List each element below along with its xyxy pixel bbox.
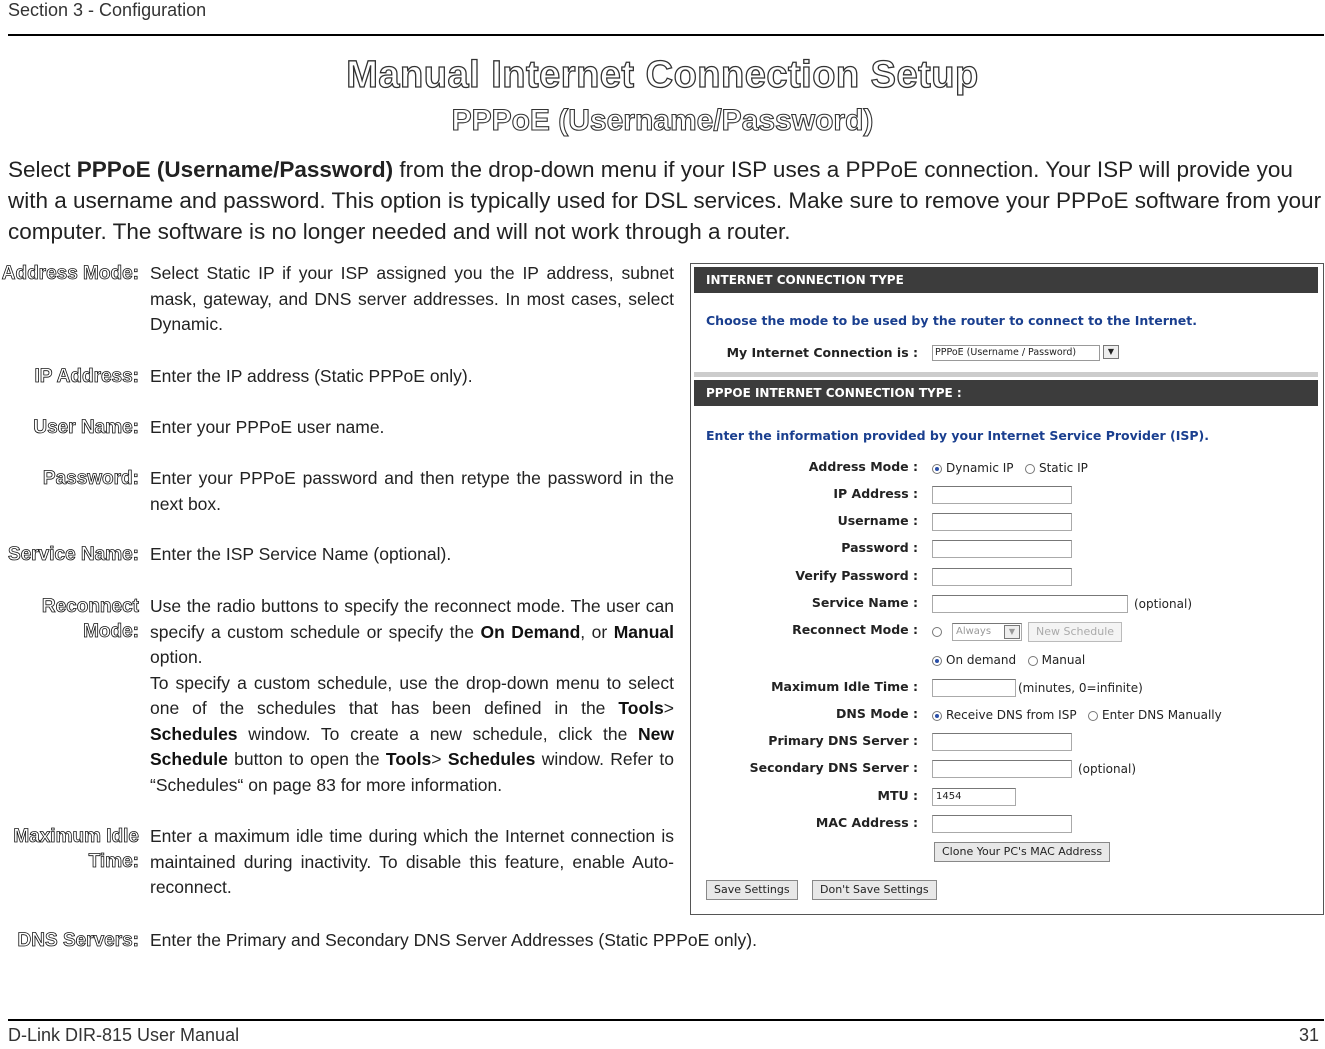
mtu-label: MTU : bbox=[877, 788, 918, 803]
max-idle-label: Maximum Idle Time : bbox=[771, 679, 918, 694]
on-demand-label: On demand bbox=[946, 653, 1017, 667]
manual-radio[interactable] bbox=[1028, 656, 1038, 666]
desc-text: window. To create a new schedule, click the bbox=[237, 723, 639, 744]
receive-dns-radio[interactable] bbox=[932, 711, 942, 721]
secondary-dns-input[interactable] bbox=[932, 760, 1072, 778]
term-max-idle-time: Maximum Idle Time: bbox=[13, 826, 139, 872]
manual-label: Manual bbox=[1041, 653, 1086, 667]
pppoe-box bbox=[694, 380, 1318, 910]
dns-mode-radios bbox=[932, 708, 1222, 722]
intro-bold: PPPoE (Username/Password) bbox=[76, 157, 394, 182]
intro-post: from the drop-down menu if your ISP uses a PPPoE connection. Your ISP will provide you with a username and password. This option is typically used for DSL services. Make sure to remove your PPPoE software from your computer. The software is no longer needed and will not work through a router. bbox=[8, 157, 1322, 244]
mac-address-input[interactable] bbox=[932, 815, 1072, 833]
term-ip-address: IP Address: bbox=[34, 366, 139, 387]
top-rule bbox=[8, 34, 1324, 36]
desc-bold: Manual bbox=[613, 621, 674, 642]
desc-service-name: Enter the ISP Service Name (optional). bbox=[150, 544, 452, 564]
static-ip-radio[interactable] bbox=[1025, 464, 1035, 474]
always-radio-group bbox=[932, 624, 946, 638]
secondary-dns-label: Secondary DNS Server : bbox=[749, 760, 918, 775]
dont-save-settings-button[interactable]: Don't Save Settings bbox=[812, 880, 937, 900]
desc-text: window. Refer to “Schedules“ on page 83 for more information. bbox=[150, 749, 674, 795]
page-subtitle: PPPoE (Username/Password) bbox=[451, 104, 874, 137]
receive-dns-label: Receive DNS from ISP bbox=[946, 708, 1077, 722]
dynamic-ip-label: Dynamic IP bbox=[946, 461, 1014, 475]
pppoe-prompt: Enter the information provided by your Internet Service Provider (ISP). bbox=[706, 428, 1209, 443]
term-user-name: User Name: bbox=[33, 417, 139, 438]
desc-bold: Tools bbox=[385, 749, 432, 769]
ip-address-input[interactable] bbox=[932, 486, 1072, 504]
primary-dns-input[interactable] bbox=[932, 733, 1072, 751]
reconnect-mode-label: Reconnect Mode : bbox=[792, 622, 918, 637]
desc-bold: Tools bbox=[618, 698, 664, 718]
term-address-mode: Address Mode: bbox=[1, 263, 139, 284]
mtu-input[interactable]: 1454 bbox=[932, 788, 1016, 806]
secondary-dns-optional: (optional) bbox=[1078, 762, 1136, 776]
service-name-label: Service Name : bbox=[811, 595, 918, 610]
address-mode-radios bbox=[932, 461, 1088, 475]
mac-address-label: MAC Address : bbox=[815, 815, 918, 830]
desc-address-mode: Select Static IP if your ISP assigned you the IP address, subnet mask, gateway, and DNS server addresses. In most cases, select Dynamic. bbox=[150, 263, 674, 334]
ict-header: INTERNET CONNECTION TYPE bbox=[694, 267, 1318, 293]
desc-text: > bbox=[431, 749, 448, 769]
primary-dns-label: Primary DNS Server : bbox=[768, 733, 918, 748]
desc-text: > bbox=[663, 698, 674, 718]
term-dns-servers: DNS Servers: bbox=[17, 930, 139, 951]
page-number: 31 bbox=[1298, 1025, 1319, 1045]
connection-type-value: PPPoE (Username / Password) bbox=[932, 345, 1100, 361]
minutes-hint: (minutes, 0=infinite) bbox=[1018, 681, 1143, 695]
verify-password-label: Verify Password : bbox=[795, 568, 918, 583]
connection-type-select[interactable] bbox=[932, 345, 1124, 363]
term-reconnect-mode: Reconnect Mode: bbox=[41, 596, 139, 642]
schedule-radio[interactable] bbox=[932, 627, 942, 637]
intro-pre: Select bbox=[8, 157, 77, 182]
desc-ip-address: Enter the IP address (Static PPPoE only). bbox=[150, 366, 473, 386]
ip-address-label: IP Address : bbox=[833, 486, 918, 501]
footer-manual-title: D-Link DIR-815 User Manual bbox=[8, 1025, 240, 1045]
password-label: Password : bbox=[841, 540, 918, 555]
enter-dns-label: Enter DNS Manually bbox=[1102, 708, 1222, 722]
password-input[interactable] bbox=[932, 540, 1072, 558]
dynamic-ip-radio[interactable] bbox=[932, 464, 942, 474]
desc-max-idle-time: Enter a maximum idle time during which the Internet connection is maintained during inactivity. To disable this feature, enable Auto-reconnect. bbox=[150, 826, 674, 897]
clone-mac-button[interactable]: Clone Your PC's MAC Address bbox=[934, 842, 1110, 862]
pppoe-header: PPPOE INTERNET CONNECTION TYPE : bbox=[694, 380, 1318, 406]
term-service-name: Service Name: bbox=[8, 544, 139, 565]
desc-text: , or bbox=[580, 621, 614, 642]
desc-password: Enter your PPPoE password and then retype the password in the next box. bbox=[150, 468, 674, 514]
schedule-select[interactable] bbox=[952, 623, 1022, 641]
desc-text: button to open the bbox=[227, 749, 386, 769]
section-label: Section 3 - Configuration bbox=[8, 0, 207, 20]
service-name-optional: (optional) bbox=[1134, 597, 1192, 611]
desc-text: Use the radio buttons to specify the reconnect mode. The user can specify a custom schedule or specify the bbox=[150, 596, 674, 642]
enter-dns-radio[interactable] bbox=[1088, 711, 1098, 721]
reconnect-radios bbox=[932, 653, 1085, 667]
bottom-rule bbox=[8, 1019, 1324, 1021]
desc-text: To specify a custom schedule, use the drop-down menu to select one of the schedules that has been defined in the bbox=[150, 672, 674, 718]
dns-mode-label: DNS Mode : bbox=[836, 706, 918, 721]
page-title: Manual Internet Connection Setup bbox=[346, 54, 979, 96]
static-ip-label: Static IP bbox=[1038, 461, 1088, 475]
desc-bold: On Demand bbox=[480, 621, 581, 642]
desc-text: option. bbox=[150, 647, 203, 667]
chevron-down-icon[interactable]: ▼ bbox=[1103, 345, 1119, 359]
new-schedule-button[interactable]: New Schedule bbox=[1028, 622, 1122, 642]
service-name-input[interactable] bbox=[932, 595, 1128, 613]
username-label: Username : bbox=[837, 513, 918, 528]
intro-paragraph bbox=[8, 154, 1325, 247]
internet-connection-type-box bbox=[694, 267, 1318, 377]
desc-bold: Schedules bbox=[447, 749, 536, 769]
desc-bold: New Schedule bbox=[150, 723, 674, 769]
username-input[interactable] bbox=[932, 513, 1072, 531]
save-settings-button[interactable]: Save Settings bbox=[706, 880, 798, 900]
ict-prompt: Choose the mode to be used by the router to connect to the Internet. bbox=[706, 313, 1198, 328]
router-screenshot bbox=[690, 263, 1324, 915]
desc-user-name: Enter your PPPoE user name. bbox=[150, 417, 385, 437]
ict-label: My Internet Connection is : bbox=[726, 345, 918, 360]
verify-password-input[interactable] bbox=[932, 568, 1072, 586]
schedule-select-value: Always bbox=[956, 626, 992, 637]
term-password: Password: bbox=[42, 468, 139, 489]
desc-bold: Schedules bbox=[150, 723, 238, 744]
chevron-down-icon[interactable]: ▼ bbox=[1004, 625, 1020, 639]
max-idle-input[interactable] bbox=[932, 679, 1016, 697]
desc-dns-servers: Enter the Primary and Secondary DNS Server Addresses (Static PPPoE only). bbox=[150, 930, 757, 950]
address-mode-label: Address Mode : bbox=[808, 459, 918, 474]
on-demand-radio[interactable] bbox=[932, 656, 942, 666]
desc-reconnect-mode bbox=[150, 594, 674, 798]
